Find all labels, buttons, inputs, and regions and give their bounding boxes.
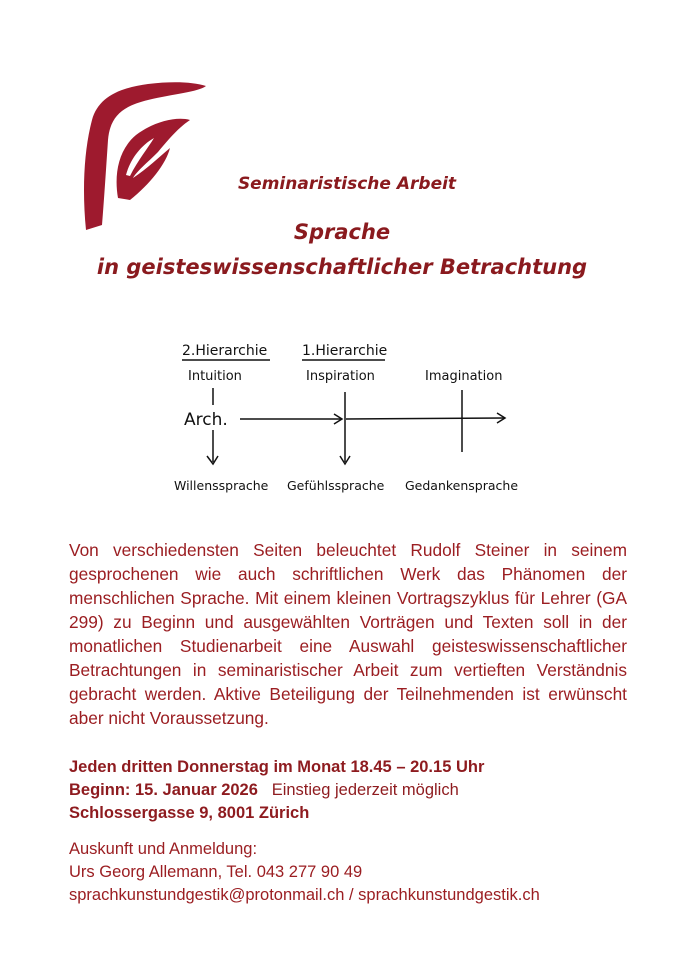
start-note: Einstieg jederzeit möglich <box>271 781 459 799</box>
logo <box>78 80 208 235</box>
contact-person: Urs Georg Allemann, Tel. 043 277 90 49 <box>69 863 363 881</box>
contact-label: Auskunft und Anmeldung: <box>69 840 258 858</box>
title-line-2: in geisteswissenschaftlicher Betrachtung <box>96 255 588 279</box>
label-hierarchy-2: 2.Hierarchie <box>182 343 268 359</box>
contact-links <box>69 884 540 907</box>
label-willenssprache: Willenssprache <box>174 478 269 493</box>
hierarchy-diagram <box>170 330 530 500</box>
description-paragraph: Von verschiedensten Seiten beleuchtet Rudolf Steiner in seinem gesprochenen wie auch schriftlichen Werk das Phänomen der menschlichen Sprache. Mit einem kleinen Vortragszyklus für Lehrer (GA 299) zu Beginn und ausgewählten Vorträgen und Texten soll in der monatlichen Studienarbeit eine Auswahl geisteswissenschaftlicher Betrachtungen in seminaristischer Arbeit zum vertieften Verständnis gebracht werden. Aktive Beteiligung der Teilnehmenden ist erwünscht aber nicht Voraussetzung. <box>69 540 627 728</box>
label-hierarchy-1: 1.Hierarchie <box>302 343 388 359</box>
email-link[interactable]: sprachkunstundgestik@protonmail.ch <box>69 886 345 904</box>
title-line-1: Sprache <box>293 220 391 244</box>
label-arch: Arch. <box>184 410 228 430</box>
label-gefuehlssprache: Gefühlssprache <box>287 478 385 493</box>
separator: / <box>344 886 359 904</box>
label-inspiration: Inspiration <box>306 369 375 384</box>
start-line <box>69 779 459 803</box>
website-link[interactable]: sprachkunstundgestik.ch <box>358 886 540 904</box>
label-intuition: Intuition <box>188 369 242 384</box>
arrow-right <box>346 418 505 419</box>
label-gedankensprache: Gedankensprache <box>405 478 519 493</box>
subtitle: Seminaristische Arbeit <box>237 174 457 194</box>
contact-block <box>69 838 540 907</box>
label-imagination: Imagination <box>425 369 503 384</box>
address: Schlossergasse 9, 8001 Zürich <box>69 804 310 822</box>
start-date: Beginn: 15. Januar 2026 <box>69 781 258 799</box>
schedule: Jeden dritten Donnerstag im Monat 18.45 – 20.15 Uhr <box>69 758 485 776</box>
